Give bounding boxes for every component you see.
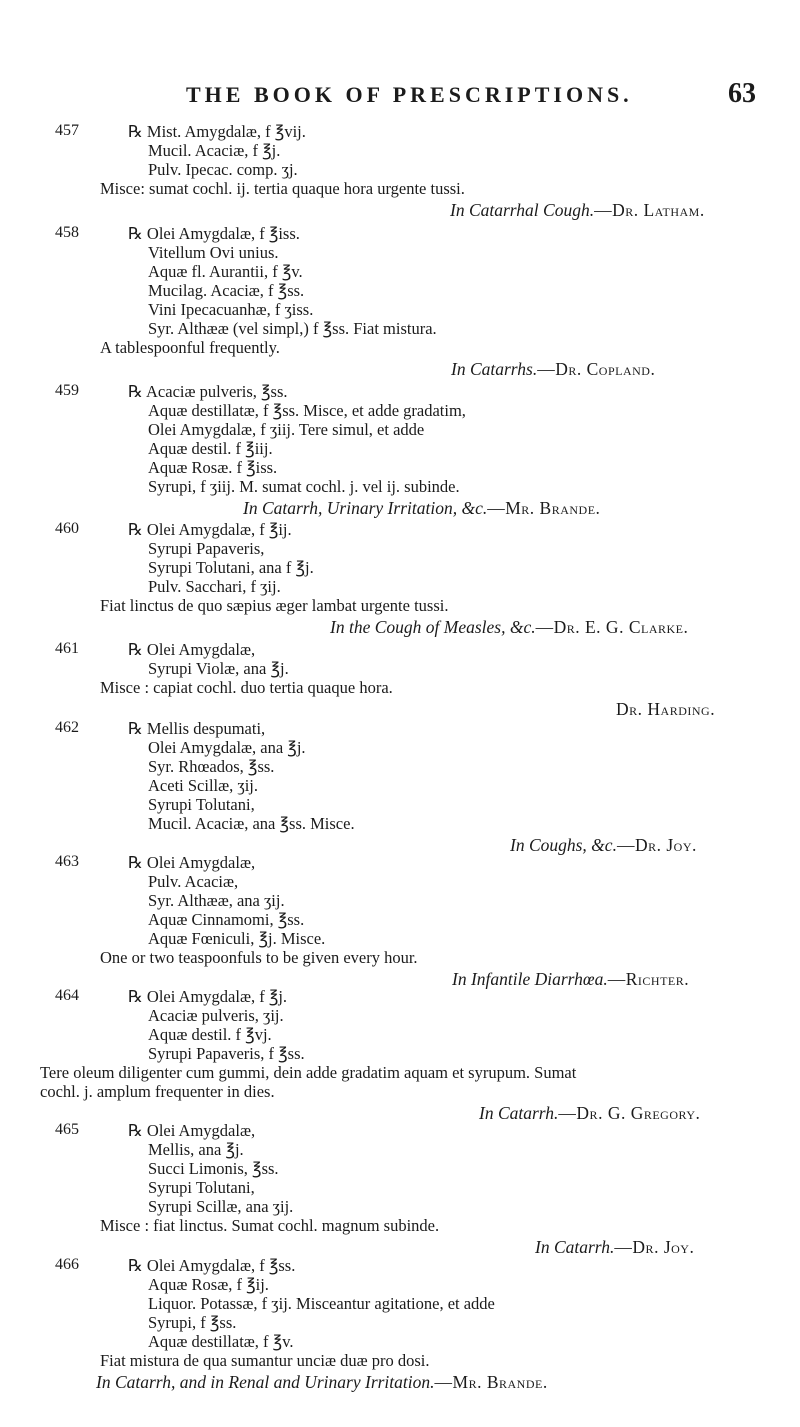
prescription-number: 460 <box>55 520 79 537</box>
indication: In Coughs, &c. <box>510 835 617 855</box>
ingredient-line: Syrupi Tolutani, <box>148 795 255 814</box>
ingredient-line: Aquæ Fœniculi, ℥j. Misce. <box>148 929 326 948</box>
indication: In Catarrh, and in Renal and Urinary Irritation. <box>96 1372 435 1392</box>
ingredient-line: Vitellum Ovi unius. <box>148 243 279 262</box>
prescription-number: 463 <box>55 853 79 870</box>
author: —Dr. G. Gregory. <box>558 1103 701 1123</box>
ingredient-line: Pulv. Acaciæ, <box>148 872 239 891</box>
ingredient-line: Olei Amygdalæ, ana ℥j. <box>148 738 306 757</box>
attribution <box>330 616 688 639</box>
prescription-lead-line: ℞ Mist. Amygdalæ, f ℥vij. <box>128 122 306 141</box>
author: —Dr. Joy. <box>616 835 697 855</box>
ingredient-line: Pulv. Sacchari, f ʒij. <box>148 577 281 596</box>
prescription-lead-line: ℞ Olei Amygdalæ, <box>128 853 256 872</box>
author: Dr. Harding. <box>616 699 716 719</box>
ingredient-line: Syrupi, f ʒiij. M. sumat cochl. j. vel ij. subinde. <box>148 477 460 496</box>
author: —Dr. Joy. <box>614 1237 695 1257</box>
ingredient-line: Syrupi Scillæ, ana ʒij. <box>148 1197 294 1216</box>
prescription-lead-line: ℞ Acaciæ pulveris, ℥ss. <box>128 382 288 401</box>
ingredient-line: Pulv. Ipecac. comp. ʒj. <box>148 160 298 179</box>
ingredient-line: Syrupi, f ℥ss. <box>148 1313 237 1332</box>
ingredient-line: Syrupi Tolutani, ana f ℥j. <box>148 558 314 577</box>
prescription-lead-line: ℞ Olei Amygdalæ, <box>128 1121 256 1140</box>
indication: In Catarrh. <box>535 1237 615 1257</box>
author: —Dr. Latham. <box>594 200 705 220</box>
indication: In Catarrhal Cough. <box>450 200 595 220</box>
ingredient-line: Syr. Rhœados, ℥ss. <box>148 757 275 776</box>
indication: In the Cough of Measles, &c. <box>330 617 536 637</box>
ingredient-line: Aquæ Rosæ, f ℥ij. <box>148 1275 269 1294</box>
attribution <box>243 497 600 520</box>
ingredient-line: Mellis, ana ℥j. <box>148 1140 244 1159</box>
indication: In Catarrh, Urinary Irritation, &c. <box>243 498 488 518</box>
ingredient-line: Liquor. Potassæ, f ʒij. Misceantur agitatione, et adde <box>148 1294 495 1313</box>
author: —Dr. Copland. <box>537 359 656 379</box>
ingredient-line: Syrupi Tolutani, <box>148 1178 255 1197</box>
indication: In Catarrh. <box>479 1103 559 1123</box>
prescription-number: 466 <box>55 1256 79 1273</box>
prescription-lead-line: ℞ Olei Amygdalæ, f ℥iss. <box>128 224 300 243</box>
prescription-lead-line: ℞ Mellis despumati, <box>128 719 266 738</box>
ingredient-line: Olei Amygdalæ, f ʒiij. Tere simul, et adde <box>148 420 425 439</box>
attribution <box>479 1102 700 1125</box>
prescription-lead-line: ℞ Olei Amygdalæ, f ℥ss. <box>128 1256 296 1275</box>
prescription-number: 465 <box>55 1121 79 1138</box>
running-header <box>0 78 800 112</box>
directions-line: A tablespoonful frequently. <box>100 338 280 357</box>
directions-line: Tere oleum diligenter cum gummi, dein adde gradatim aquam et syrupum. Sumat <box>40 1063 577 1082</box>
prescription-number: 458 <box>55 224 79 241</box>
directions-line: One or two teaspoonfuls to be given every hour. <box>100 948 418 967</box>
attribution <box>535 1236 694 1259</box>
attribution <box>452 968 689 991</box>
attribution <box>450 199 705 222</box>
ingredient-line: Syrupi Papaveris, f ℥ss. <box>148 1044 305 1063</box>
author: —Dr. E. G. Clarke. <box>535 617 689 637</box>
ingredient-line: Succi Limonis, ℥ss. <box>148 1159 279 1178</box>
prescription-number: 461 <box>55 640 79 657</box>
directions-line: Fiat mistura de qua sumantur unciæ duæ pro dosi. <box>100 1351 430 1370</box>
directions-line: Misce : fiat linctus. Sumat cochl. magnum subinde. <box>100 1216 440 1235</box>
ingredient-line: Aquæ fl. Aurantii, f ℥v. <box>148 262 303 281</box>
directions-line: Misce : capiat cochl. duo tertia quaque hora. <box>100 678 393 697</box>
prescription-number: 464 <box>55 987 79 1004</box>
prescription-lead-line: ℞ Olei Amygdalæ, f ℥j. <box>128 987 288 1006</box>
prescription-number: 459 <box>55 382 79 399</box>
ingredient-line: Aquæ destil. f ℥iij. <box>148 439 273 458</box>
author: —Mr. Brande. <box>487 498 601 518</box>
ingredient-line: Aquæ Rosæ. f ℥iss. <box>148 458 278 477</box>
ingredient-line: Aquæ destillatæ, f ℥v. <box>148 1332 294 1351</box>
ingredient-line: Mucil. Acaciæ, ana ℥ss. Misce. <box>148 814 355 833</box>
ingredient-line: Mucil. Acaciæ, f ℥j. <box>148 141 281 160</box>
ingredient-line: Syr. Althææ, ana ʒij. <box>148 891 285 910</box>
indication: In Infantile Diarrhœa. <box>452 969 608 989</box>
ingredient-line: Vini Ipecacuanhæ, f ʒiss. <box>148 300 314 319</box>
prescription-lead-line: ℞ Olei Amygdalæ, f ℥ij. <box>128 520 292 539</box>
ingredient-line: Acaciæ pulveris, ʒij. <box>148 1006 284 1025</box>
attribution <box>96 1371 548 1394</box>
attribution <box>510 834 697 857</box>
directions-line: cochl. j. amplum frequenter in dies. <box>40 1082 275 1101</box>
attribution <box>616 698 715 721</box>
ingredient-line: Aquæ destillatæ, f ℥ss. Misce, et adde gradatim, <box>148 401 466 420</box>
directions-line: Misce: sumat cochl. ij. tertia quaque hora urgente tussi. <box>100 179 465 198</box>
ingredient-line: Aquæ Cinnamomi, ℥ss. <box>148 910 305 929</box>
attribution <box>451 358 655 381</box>
ingredient-line: Syrupi Papaveris, <box>148 539 265 558</box>
prescription-number: 457 <box>55 122 79 139</box>
ingredient-line: Aquæ destil. f ℥vj. <box>148 1025 272 1044</box>
author: —Richter. <box>607 969 690 989</box>
page-number: 63 <box>728 78 756 109</box>
author: —Mr. Brande. <box>434 1372 548 1392</box>
ingredient-line: Aceti Scillæ, ʒij. <box>148 776 258 795</box>
prescription-lead-line: ℞ Olei Amygdalæ, <box>128 640 256 659</box>
ingredient-line: Syrupi Violæ, ana ℥j. <box>148 659 289 678</box>
prescription-number: 462 <box>55 719 79 736</box>
ingredient-line: Syr. Althææ (vel simpl,) f ℥ss. Fiat mistura. <box>148 319 437 338</box>
indication: In Catarrhs. <box>451 359 538 379</box>
directions-line: Fiat linctus de quo sæpius æger lambat urgente tussi. <box>100 596 449 615</box>
ingredient-line: Mucilag. Acaciæ, f ℥ss. <box>148 281 305 300</box>
running-title: THE BOOK OF PRESCRIPTIONS. <box>186 82 633 107</box>
